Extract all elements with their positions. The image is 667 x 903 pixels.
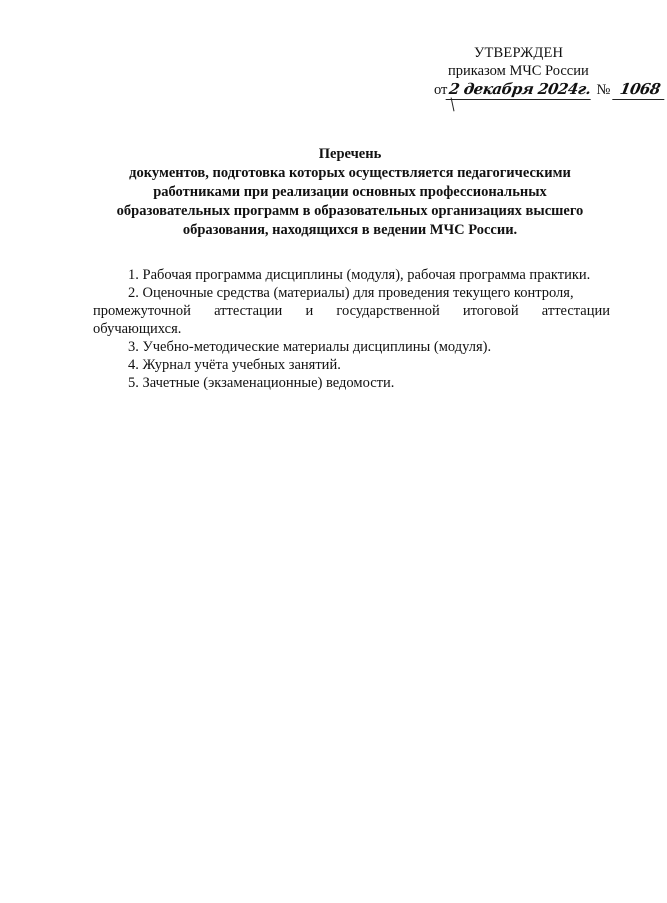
list-item: 3. Учебно-методические материалы дисциплины (модуля). xyxy=(128,339,492,355)
title-line: документов, подготовка которых осуществляется педагогическими xyxy=(129,165,571,181)
title-line: работниками при реализации основных профессиональных xyxy=(153,184,547,200)
list-item-line xyxy=(93,302,610,320)
document-title xyxy=(60,145,640,240)
list-item-word: промежуточной xyxy=(93,303,191,319)
list-item-text: 2. Оценочные средства (материалы) для проведения текущего контроля, xyxy=(128,285,574,301)
list-item: 1. Рабочая программа дисциплины (модуля), рабочая программа практики. xyxy=(128,267,591,283)
list-item-line xyxy=(93,284,610,302)
from-prefix: от xyxy=(434,82,448,98)
approval-stamp xyxy=(434,44,662,100)
handwritten-order-number: 1068 xyxy=(612,80,667,100)
number-prefix: № xyxy=(596,82,611,98)
title-line: образования, находящихся в ведении МЧС России. xyxy=(182,222,518,238)
document-list xyxy=(93,266,610,392)
title-heading: Перечень xyxy=(318,146,382,162)
list-item-line: обучающихся. xyxy=(93,321,182,337)
handwritten-date: 2 декабря 2024г. xyxy=(446,80,594,100)
list-item-word: и xyxy=(305,303,314,319)
list-item-word: аттестации xyxy=(541,303,610,319)
list-item xyxy=(93,284,610,338)
list-item-word: итоговой xyxy=(462,303,519,319)
approval-order-text: приказом МЧС России xyxy=(448,63,589,79)
list-item: 5. Зачетные (экзаменационные) ведомости. xyxy=(128,375,395,391)
approval-date-line xyxy=(434,80,662,100)
list-item-word: государственной xyxy=(336,303,440,319)
title-line: образовательных программ в образовательных организациях высшего xyxy=(116,203,584,219)
list-item-word: аттестации xyxy=(214,303,283,319)
list-item: 4. Журнал учёта учебных занятий. xyxy=(128,357,341,373)
approval-status: УТВЕРЖДЕН xyxy=(474,45,564,61)
